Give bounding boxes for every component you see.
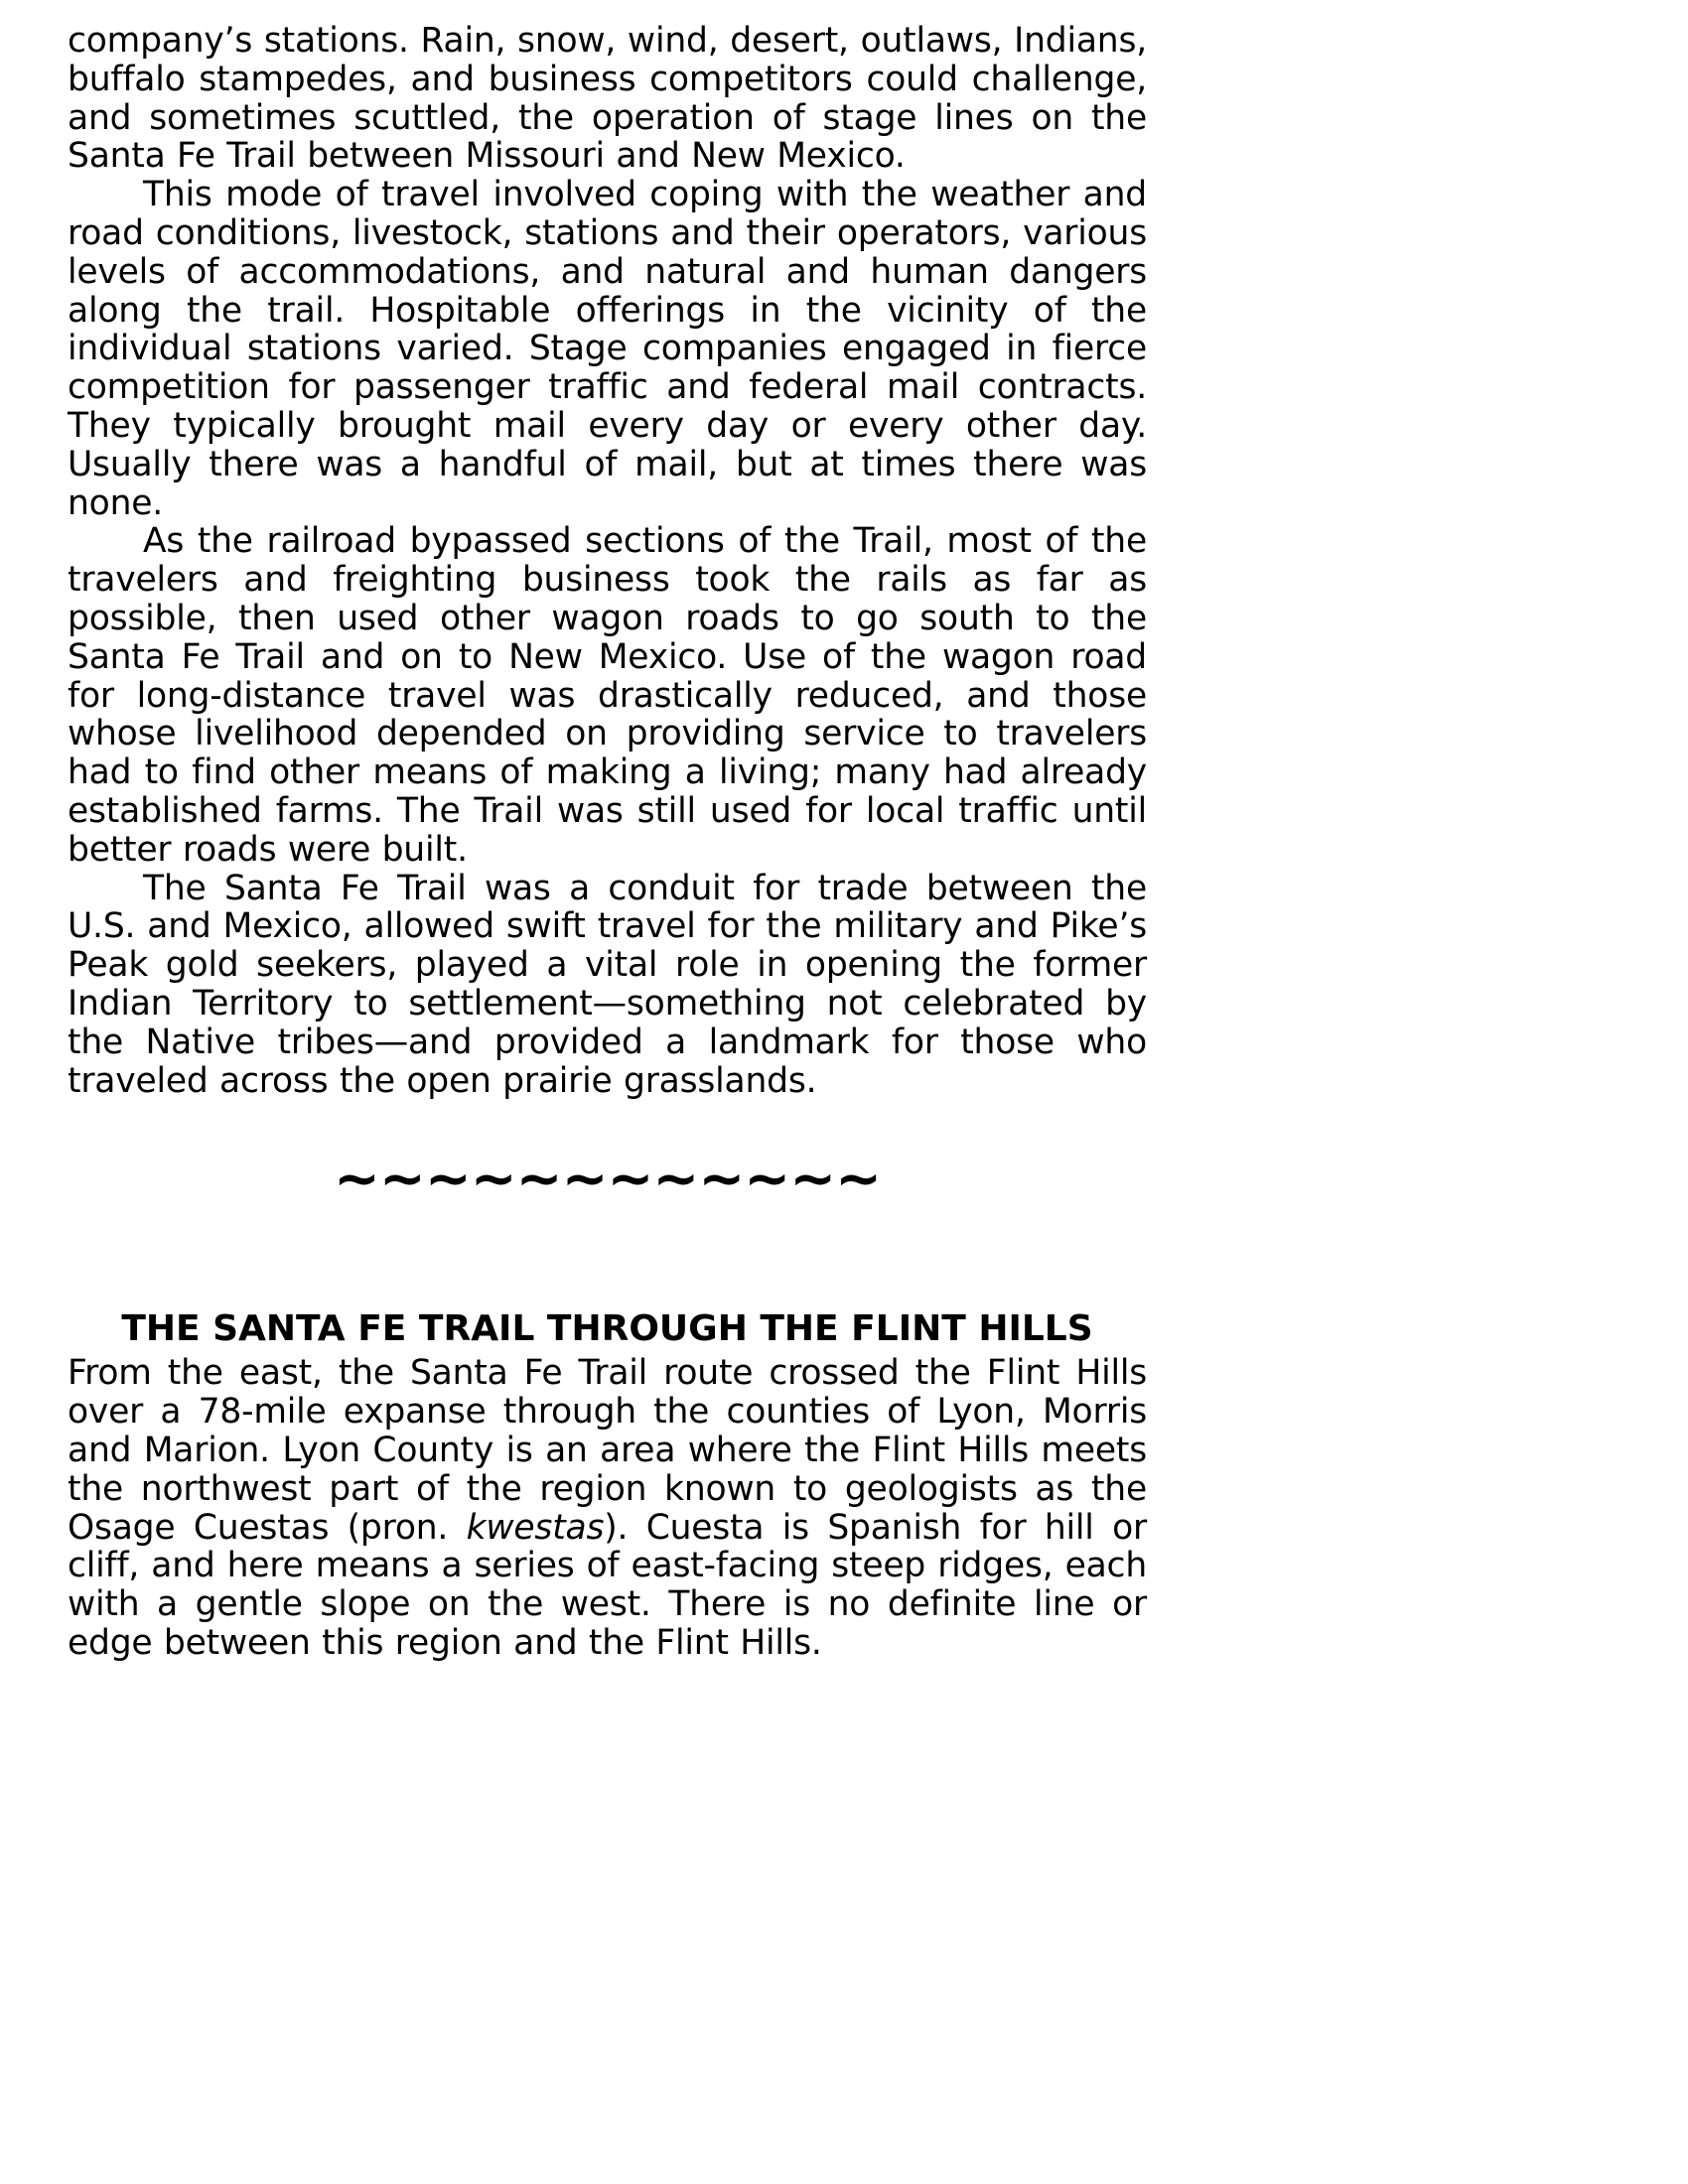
section-heading: THE SANTA FE TRAIL THROUGH THE FLINT HILLS	[121, 1308, 1093, 1350]
paragraph-conduit: The Santa Fe Trail was a conduit for trade between the U.S. and Mexico, allowed swift travel for the military and Pike’s Peak gold seekers, played a vital role in opening the former Indian Territory to settlement—something not celebrated by the Native tribes—and provided a landmark for those who traveled across the open prairie grasslands.	[68, 868, 1147, 1101]
tilde-divider: ~~~~~~~~~~~~	[333, 1147, 882, 1212]
spacer	[68, 1207, 1147, 1308]
flint-hills-text-part-2: ). Cuesta is Spanish for hill or cliff, and here means a series of east-facing steep ridges, each with a gentle slope on the west. There is no definite line or edge between this region and the Flint Hills.	[68, 1507, 1147, 1663]
paragraph-flint-hills	[68, 1354, 1147, 1662]
divider-container	[68, 1147, 1147, 1212]
paragraph-continuation: company’s stations. Rain, snow, wind, desert, outlaws, Indians, buffalo stampedes, and business competitors could challenge, and sometimes scuttled, the operation of stage lines on the Santa Fe Trail between Missouri and New Mexico.	[68, 21, 1147, 177]
flint-hills-italic-term: kwestas	[466, 1507, 605, 1548]
paragraph-railroad: As the railroad bypassed sections of the Trail, most of the travelers and freighting business took the rails as far as possible, then used other wagon roads to go south to the Santa Fe Trail and on to New Mexico. Use of the wagon road for long-distance travel was drastically reduced, and those whose livelihood depended on providing service to travelers had to find other means of making a living; many had already established farms. The Trail was still used for local traffic until better roads were built.	[68, 521, 1147, 870]
paragraph-mode-of-travel: This mode of travel involved coping with the weather and road conditions, livestock, stations and their operators, various levels of accommodations, and natural and human dangers along the trail. Hospitable offerings in the vicinity of the individual stations varied. Stage companies engaged in fierce competition for passenger traffic and federal mail contracts. They typically brought mail every day or every other day. Usually there was a handful of mail, but at times there was none.	[68, 175, 1147, 523]
text-column	[68, 22, 1147, 1663]
flint-hills-text-part-1: From the east, the Santa Fe Trail route crossed the Flint Hills over a 78-mile expanse through the counties of Lyon, Morris and Marion. Lyon County is an area where the Flint Hills meets the northwest part of the region known to geologists as the Osage Cuestas (pron.	[68, 1353, 1147, 1548]
